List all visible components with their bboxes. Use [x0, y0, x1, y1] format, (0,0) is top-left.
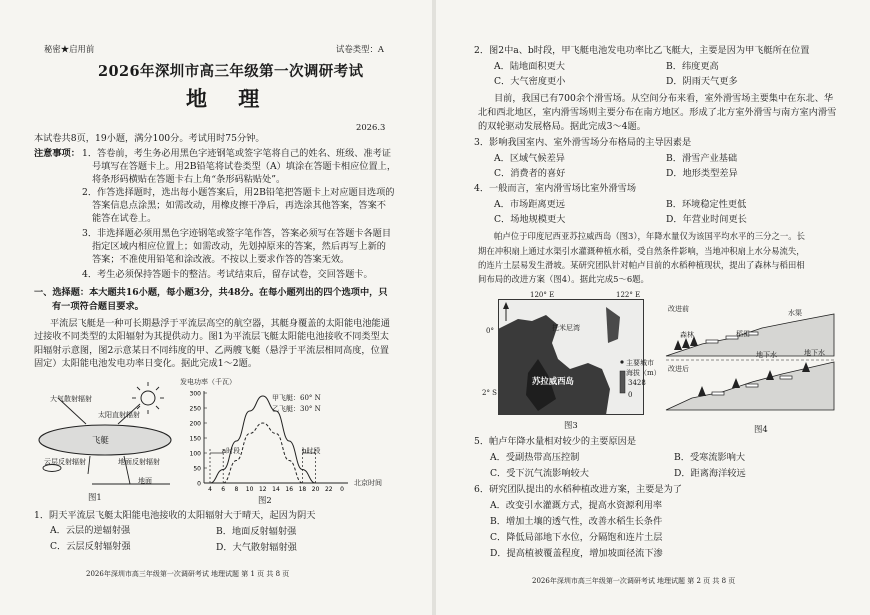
fig4-label-before: 改进前 [668, 305, 689, 313]
fig3-lat-1: 0° [486, 327, 494, 335]
page-gutter [432, 0, 436, 615]
q3-stem: 3．影响我国室内、室外滑雪场分布格局的主导因素是 [474, 137, 692, 148]
note-line: 能答在试卷上。 [92, 213, 157, 224]
q2-option-b: B．纬度更高 [666, 61, 719, 72]
exam-date: 2026.3 [356, 122, 386, 132]
fig3-lon-1: 120° E [530, 291, 555, 299]
note-line: 3．非选择题必须用黑色字迹钢笔或签字笔作答，答案必须写在答题卡各题目 [82, 228, 392, 239]
passage-line: 帕卢位于印度尼西亚苏拉威西岛（图3），年降水量仅为该国平均水平的三分之一。长 [494, 231, 806, 241]
fig2-period-b: b时段 [302, 447, 321, 455]
passage-line: 固定）太阳能电池发电功率日变化。据此完成1～2题。 [34, 358, 258, 369]
passage-line: 阳辐射示意图，图2示意某日不同纬度的甲、乙两艘飞艇（悬浮于平流层相同高度，位置 [34, 345, 389, 356]
city-legend-dot [620, 360, 623, 363]
q6-stem: 6．研究团队提出的水稻种植改进方案，主要是为了 [474, 484, 682, 495]
fig4-label-canal: 水渠 [788, 309, 802, 317]
x-tick-label: 16 [285, 486, 294, 493]
passage-line: 的连片土层易发生滑坡。某研究团队针对帕卢目前的水稻种植现状，提出了森林与稻田相 [478, 260, 805, 270]
passage-line: 北和西北地区，室内滑雪场则主要分布在南方地区。形成了北方室外滑雪与南方室内滑雪 [478, 107, 837, 118]
q5-option-a: A．受副热带高压控制 [490, 452, 580, 463]
fig3-label-bay: 托米尼湾 [552, 324, 580, 332]
q4-option-c: C．场地规模更大 [494, 214, 566, 225]
page-footer: 2026年深圳市高三年级第一次调研考试 地理试题 第 2 页 共 8 页 [532, 577, 736, 585]
confidential-label: 秘密★启用前 [44, 44, 95, 54]
q1-option-b: B．地面反射辐射强 [216, 526, 297, 537]
q1-option-d: D．大气散射辐射强 [216, 542, 297, 553]
fig1-label-direct: 太阳直射辐射 [98, 411, 140, 419]
q6-option-c: C．降低局部地下水位，分隔饱和连片土层 [490, 532, 663, 543]
x-tick-label: 18 [298, 486, 307, 493]
passage-line: 过接收不同类型的太阳辐射为其提供动力。图1为平流层飞艇太阳能电池接收不同类型太 [34, 331, 389, 342]
q5-option-b: B．受寒流影响大 [674, 452, 746, 463]
fig3-elev-high: 3428 [628, 379, 646, 387]
notes-label: 注意事项： [34, 148, 80, 159]
fig3-legend-city: 主要城市 [626, 359, 654, 367]
x-tick-label: 0 [340, 486, 344, 493]
page-footer: 2026年深圳市高三年级第一次调研考试 地理试题 第 1 页 共 8 页 [86, 570, 290, 578]
q4-option-a: A．市场距离更远 [494, 199, 565, 210]
x-tick-label: 6 [221, 486, 226, 493]
section-title-cont: 有一项符合题目要求。 [52, 301, 144, 312]
y-tick-label: 200 [189, 420, 201, 428]
note-line: 1．答卷前，考生务必用黑色字迹钢笔或签字笔将自己的姓名、班级、准考证 [82, 148, 392, 159]
figure-2-chart [180, 387, 352, 497]
x-tick-label: 4 [208, 486, 212, 493]
y-tick-label: 100 [189, 450, 201, 458]
elevation-legend-bar [620, 371, 625, 393]
q2-option-c: C．大气密度更小 [494, 76, 566, 87]
x-tick-label: 20 [311, 486, 320, 493]
subject-title: 地 理 [186, 86, 272, 111]
x-tick-label: 14 [272, 486, 280, 493]
passage-line: 期在冲积扇上通过水渠引水灌溉种植水稻，受自然条件影响，当地冲积扇上水分易流失， [478, 246, 805, 256]
figure-3-map [498, 299, 644, 415]
fig1-label-scatter: 大气散射辐射 [50, 395, 92, 403]
note-line: 答案信息点涂黑；如需改动，用橡皮擦干净后，再选涂其他答案，答案不 [92, 200, 386, 211]
page-2 [436, 0, 870, 615]
fig4-label-forest: 森林 [680, 331, 694, 339]
fig4-label-after: 改进后 [668, 365, 689, 373]
fig3-legend-elev: 海拔（m） [626, 369, 661, 377]
q1-option-c: C．云层反射辐射强 [50, 541, 131, 552]
fig1-label-ground-reflect: 地面反射辐射 [118, 458, 160, 466]
q3-option-a: A．区域气候差异 [494, 153, 565, 164]
fig3-caption: 图3 [564, 420, 578, 430]
note-line: 指定区域内相应位置上；如需改动，先划掉原来的答案，然后再写上新的 [92, 241, 386, 252]
x-tick-label: 12 [258, 486, 267, 493]
fig4-label-paddy: 稻田 [736, 330, 750, 338]
fig1-label-ground: 地面 [138, 477, 152, 485]
exam-title: 2026年深圳市高三年级第一次调研考试 [98, 63, 364, 80]
q2-option-d: D．阴雨天气更多 [666, 76, 738, 87]
y-tick-label: 250 [189, 405, 201, 413]
note-line: 4．考生必须保持答题卡的整洁。考试结束后，留存试卷，交回答题卡。 [82, 269, 373, 280]
fig2-caption: 图2 [258, 495, 272, 505]
fig4-label-ground: 地下水 [756, 351, 777, 359]
q3-option-d: D．地形类型差异 [666, 168, 738, 179]
fig1-label-airship: 飞艇 [92, 435, 109, 445]
fig2-y-label: 发电功率（千瓦） [180, 378, 236, 386]
fig2-x-label: 北京时间 [354, 479, 382, 487]
q3-option-c: C．消费者的喜好 [494, 168, 566, 179]
paper-type-label: 试卷类型：A [336, 44, 384, 54]
q1-option-a: A．云层的逆辐射强 [50, 525, 131, 536]
y-tick-label: 150 [189, 435, 201, 443]
y-tick-label: 300 [189, 390, 201, 398]
fig4-label-groundwater: 地下水 [804, 349, 825, 357]
q4-option-d: D．年营业时间更长 [666, 214, 747, 225]
fig1-caption: 图1 [88, 492, 102, 502]
q2-stem: 2．图2中a、b时段，甲飞艇电池发电功率比乙飞艇大，主要是因为甲飞艇所在位置 [474, 45, 810, 56]
passage-line: 目前，我国已有700余个滑雪场。从空间分布来看，室外滑雪场主要集中在东北、华 [494, 93, 834, 104]
q4-option-b: B．环境稳定性更低 [666, 199, 747, 210]
fig2-legend-b: 乙飞艇：30° N [272, 405, 321, 413]
fig3-elev-low: 0 [628, 391, 633, 399]
q4-stem: 4．一般而言，室内滑雪场比室外滑雪场 [474, 183, 637, 194]
fig2-period-a: a时段 [222, 447, 241, 455]
q6-option-d: D．提高植被覆盖程度，增加坡面径流下渗 [490, 548, 663, 559]
y-tick-label: 0 [197, 480, 201, 488]
q6-option-a: A．改变引水灌溉方式，提高水资源利用率 [490, 500, 663, 511]
x-tick-label: 22 [324, 486, 333, 493]
fig3-label-island: 苏拉威西岛 [532, 376, 574, 386]
note-line: 号填写在答题卡上。用2B铅笔将试卷类型（A）填涂在答题卡相应位置上， [92, 161, 397, 172]
exam-intro: 本试卷共8页，19小题，满分100分。考试用时75分钟。 [34, 133, 265, 144]
q5-option-c: C．受下沉气流影响较大 [490, 468, 589, 479]
q5-stem: 5．帕卢年降水量相对较少的主要原因是 [474, 436, 637, 447]
passage-line: 间布局的改进方案（图4）。据此完成5～6题。 [478, 274, 649, 284]
x-tick-label: 8 [234, 486, 239, 493]
passage-line: 的双轮驱动发展格局。据此完成3～4题。 [478, 121, 646, 132]
q6-option-b: B．增加土壤的透气性，改善水稻生长条件 [490, 516, 663, 527]
fig1-label-cloud: 云层反射辐射 [44, 458, 86, 466]
fig3-lat-2: 2° S [482, 389, 497, 397]
fig4-caption: 图4 [754, 424, 768, 434]
y-tick-label: 50 [193, 465, 201, 473]
note-line: 将条形码横贴在答题卡右上角“条形码粘贴处”。 [92, 174, 286, 185]
q5-option-d: D．距离海洋较远 [674, 468, 746, 479]
fig3-lon-2: 122° E [616, 291, 641, 299]
q3-option-b: B．滑雪产业基础 [666, 153, 738, 164]
fig2-legend-a: 甲飞艇：60° N [272, 394, 321, 402]
page-1 [0, 0, 432, 615]
x-tick-label: 10 [245, 486, 254, 493]
note-line: 2．作答选择题时，选出每小题答案后，用2B铅笔把答题卡上对应题目选项的 [82, 187, 395, 198]
note-line: 答案；不准使用铅笔和涂改液。不按以上要求作答的答案无效。 [92, 254, 350, 265]
q1-stem: 1．阴天平流层飞艇太阳能电池接收的太阳辐射大于晴天，起因为阴天 [34, 510, 316, 521]
section-title: 一、选择题：本大题共16小题，每小题3分，共48分。在每小题列出的四个选项中，只 [34, 287, 388, 298]
q2-option-a: A．陆地面积更大 [494, 61, 565, 72]
passage-line: 平流层飞艇是一种可长期悬浮于平流层高空的航空器，其艇身覆盖的太阳能电池能通 [50, 318, 390, 329]
